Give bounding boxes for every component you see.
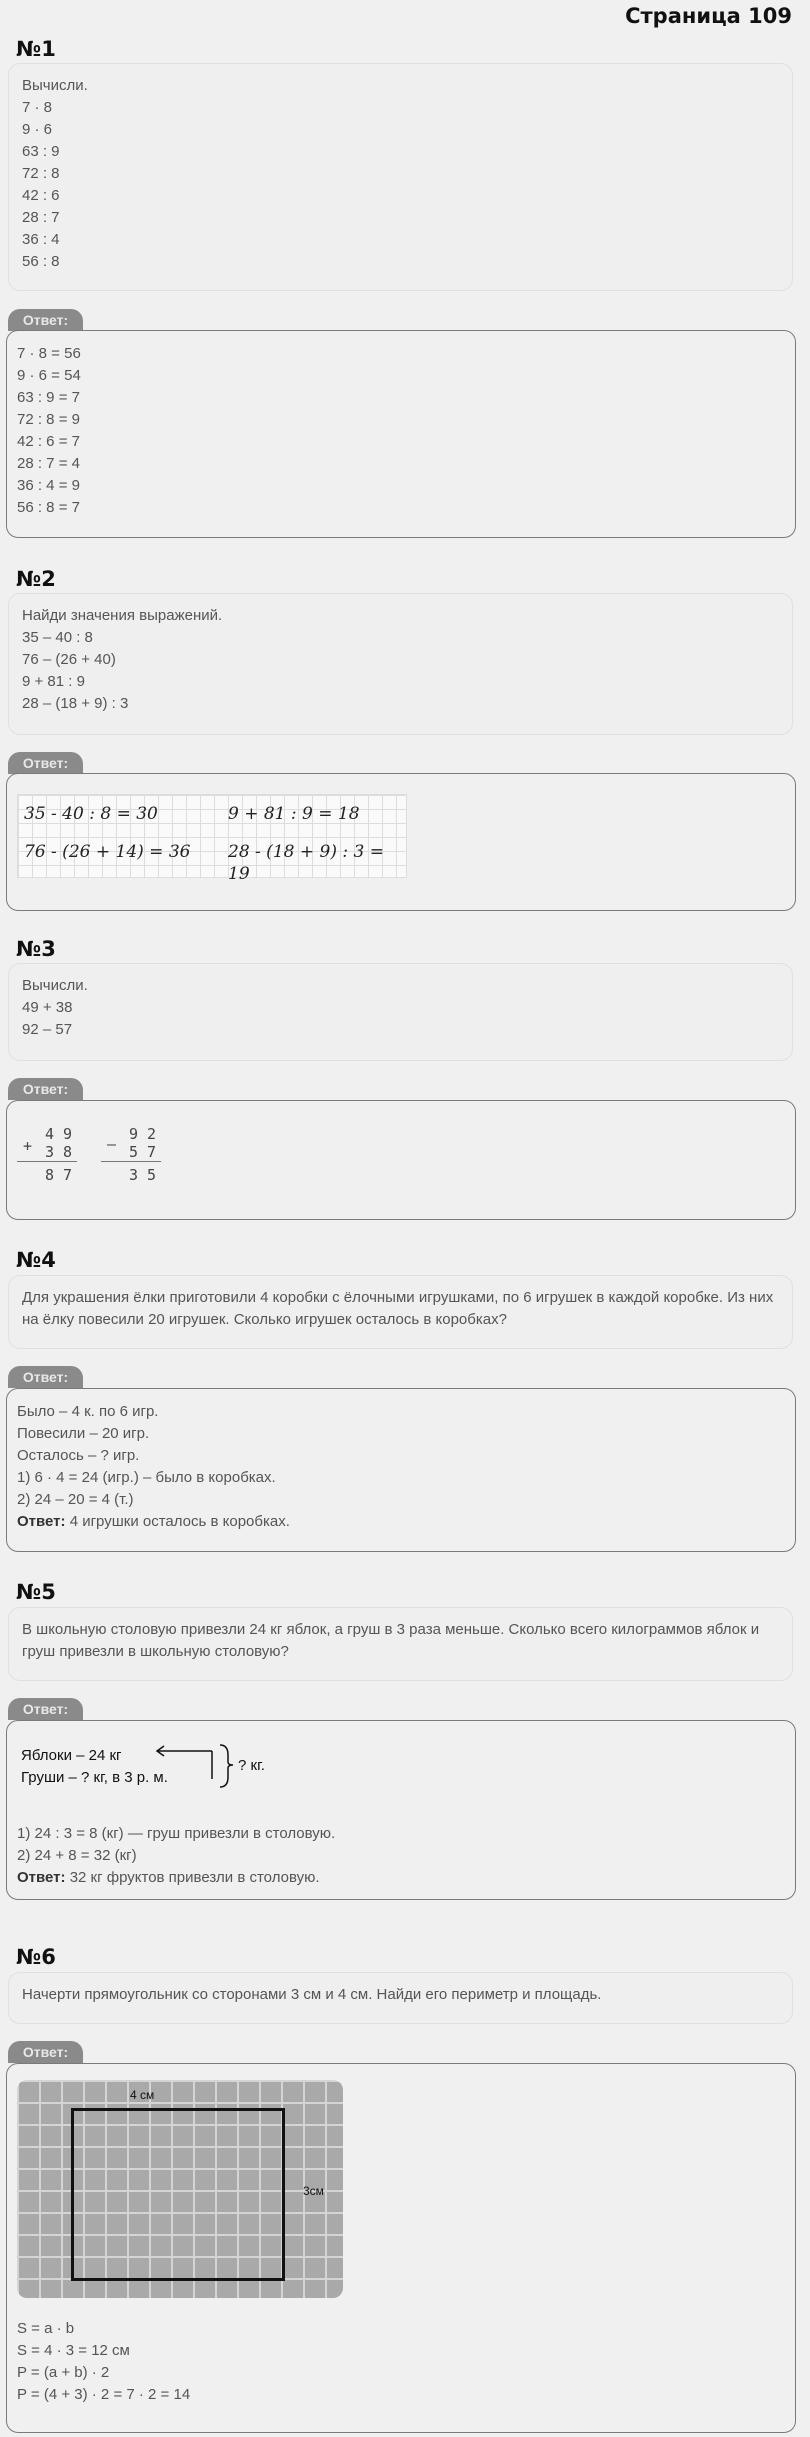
answer-line: 56 : 8 = 7 <box>17 499 80 516</box>
answer-text: 4 игрушки осталось в коробках. <box>65 1513 290 1530</box>
task-5-answer <box>6 1720 796 1900</box>
handwritten-expression: 9 + 81 : 9 = 18 <box>228 804 360 824</box>
result: 8 7 <box>45 1166 73 1184</box>
task-line: 49 + 38 <box>22 999 73 1016</box>
drawn-rectangle <box>71 2108 285 2281</box>
task-line: Найди значения выражений. <box>22 607 223 624</box>
scheme-total: ? кг. <box>238 1757 265 1774</box>
task-2-body <box>8 593 793 735</box>
task-line: Вычисли. <box>22 977 88 994</box>
task-line: 7 · 8 <box>22 99 53 116</box>
answer-tab: Ответ: <box>8 1366 83 1388</box>
answer-line: 9 · 6 = 54 <box>17 367 81 384</box>
answer-label: Ответ: <box>17 1869 66 1886</box>
page-title: Страница 109 <box>625 4 792 28</box>
task-line: 63 : 9 <box>22 143 60 160</box>
operand: 9 2 <box>129 1125 157 1143</box>
width-label: 4 см <box>130 2088 155 2102</box>
handwritten-expression: 35 - 40 : 8 = 30 <box>24 804 158 824</box>
task-line: 56 : 8 <box>22 253 60 270</box>
handwritten-grid <box>17 794 407 884</box>
answer-final <box>17 1511 785 1533</box>
answer-tab: Ответ: <box>8 1698 83 1720</box>
answer-line: 42 : 6 = 7 <box>17 433 80 450</box>
answer-line: Повесили – 20 игр. <box>17 1425 150 1442</box>
task-line: Вычисли. <box>22 77 88 94</box>
task-line: 28 : 7 <box>22 209 60 226</box>
task-4-answer <box>6 1388 796 1552</box>
minus-sign: – <box>107 1135 117 1153</box>
answer-line: S = a · b <box>17 2320 75 2337</box>
operand: 4 9 <box>45 1125 73 1143</box>
answer-line: 7 · 8 = 56 <box>17 345 81 362</box>
task-1-body <box>8 63 793 291</box>
handwritten-expression: 28 - (18 + 9) : 3 = 19 <box>228 842 384 884</box>
task-line: 92 – 57 <box>22 1021 73 1038</box>
task-line: 9 + 81 : 9 <box>22 673 85 690</box>
operand: 3 8 <box>45 1143 73 1161</box>
answer-line: 2) 24 + 8 = 32 (кг) <box>17 1847 137 1864</box>
handwritten-expression: 76 - (26 + 14) = 36 <box>24 842 191 862</box>
answer-line: 63 : 9 = 7 <box>17 389 80 406</box>
answer-line: Было – 4 к. по 6 игр. <box>17 1403 159 1420</box>
task-line: 28 – (18 + 9) : 3 <box>22 695 129 712</box>
task-3-answer <box>6 1100 796 1220</box>
answer-text: 32 кг фруктов привезли в столовую. <box>65 1869 320 1886</box>
answer-line: P = (4 + 3) · 2 = 7 · 2 = 14 <box>17 2386 191 2403</box>
answer-tab: Ответ: <box>8 2041 83 2063</box>
scheme-pears: Груши – ? кг, в 3 р. м. <box>21 1769 168 1786</box>
answer-line: 1) 6 · 4 = 24 (игр.) – было в коробках. <box>17 1469 276 1486</box>
task-line: 42 : 6 <box>22 187 60 204</box>
task-3-number: №3 <box>16 937 56 961</box>
scheme-apples: Яблоки – 24 кг <box>21 1747 122 1764</box>
answer-line: 1) 24 : 3 = 8 (кг) — груш привезли в столовую. <box>17 1825 336 1842</box>
task-1-answer <box>6 330 796 538</box>
task-line: 35 – 40 : 8 <box>22 629 93 646</box>
task-text: В школьную столовую привезли 24 кг яблок, а груш в 3 раза меньше. Сколько всего килограммов яблок и груш привезли в школьную столовую? <box>22 1621 760 1660</box>
answer-tab: Ответ: <box>8 752 83 774</box>
plus-sign: + <box>23 1137 33 1155</box>
answer-line: 2) 24 – 20 = 4 (т.) <box>17 1491 134 1508</box>
task-line: 76 – (26 + 40) <box>22 651 116 668</box>
task-6-answer <box>6 2063 796 2433</box>
task-text: Начерти прямоугольник со сторонами 3 см и 4 см. Найди его периметр и площадь. <box>22 1986 602 2003</box>
answer-label: Ответ: <box>17 1513 66 1530</box>
answer-tab: Ответ: <box>8 309 83 331</box>
height-label: 3см <box>303 2184 324 2198</box>
task-5-body <box>8 1607 793 1681</box>
answer-line: 72 : 8 = 9 <box>17 411 80 428</box>
task-4-number: №4 <box>16 1248 56 1272</box>
result: 3 5 <box>129 1166 157 1184</box>
task-3-body <box>8 963 793 1061</box>
answer-line: Осталось – ? игр. <box>17 1447 140 1464</box>
task-6-number: №6 <box>16 1945 56 1969</box>
task-5-number: №5 <box>16 1580 56 1604</box>
task-line: 72 : 8 <box>22 165 60 182</box>
task-6-body <box>8 1972 793 2024</box>
task-line: 9 · 6 <box>22 121 53 138</box>
answer-tab: Ответ: <box>8 1078 83 1100</box>
task-4-body <box>8 1275 793 1349</box>
answer-line: 28 : 7 = 4 <box>17 455 80 472</box>
short-condition-scheme <box>17 1735 337 1797</box>
answer-final <box>17 1867 335 1889</box>
task-1-number: №1 <box>16 37 56 61</box>
answer-line: 36 : 4 = 9 <box>17 477 80 494</box>
task-line: 36 : 4 <box>22 231 60 248</box>
task-2-answer <box>6 773 796 911</box>
answer-line: P = (a + b) · 2 <box>17 2364 110 2381</box>
arrow-icon <box>17 1735 337 1797</box>
task-text: Для украшения ёлки приготовили 4 коробки с ёлочными игрушками, по 6 игрушек в каждой коробке. Из них на ёлку повесили 20 игрушек. Сколько игрушек осталось в коробках? <box>22 1289 774 1328</box>
answer-line: S = 4 · 3 = 12 см <box>17 2342 130 2359</box>
operand: 5 7 <box>129 1143 157 1161</box>
rectangle-drawing <box>17 2080 343 2298</box>
task-2-number: №2 <box>16 567 56 591</box>
